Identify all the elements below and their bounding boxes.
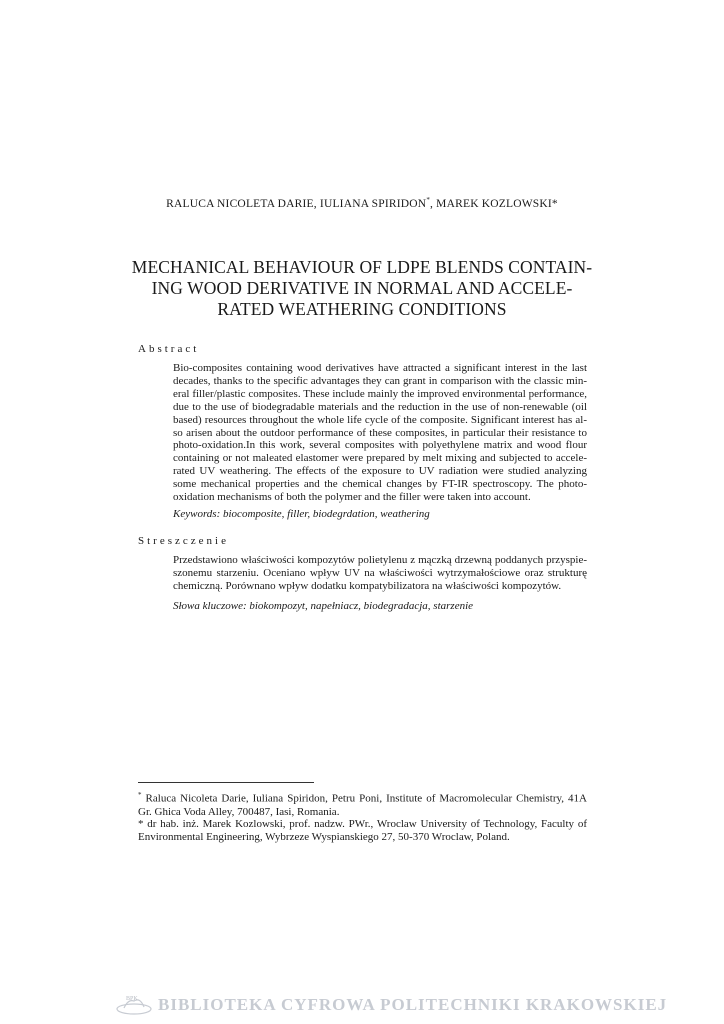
abstract-heading: Abstract (138, 343, 200, 355)
footnote-1-marker: * (138, 791, 142, 799)
streszczenie-line: chemiczną. Porównano wpływ dodatku kompatybilizatora na właściwości kompozytów. (173, 579, 562, 592)
author-line (0, 196, 724, 210)
title-line: RATED WEATHERING CONDITIONS (217, 299, 507, 319)
streszczenie-keywords: Słowa kluczowe: biokompozyt, napełniacz, biodegradacja, starzenie (173, 600, 474, 612)
footnote-1-line (138, 789, 587, 806)
abstract-line: due to the use of biodegradable materials and the reduction in the use of non-renewable (oil (173, 400, 587, 413)
abstract-line: so arisen about the outdoor performance of these composites, in particular their resistance to (173, 426, 587, 439)
watermark-text: BIBLIOTEKA CYFROWA POLITECHNIKI KRAKOWSKIEJ (158, 995, 668, 1014)
abstract-line: some mechanical properties and the chemical changes by FT-IR spectroscopy. The photo- (173, 478, 587, 491)
abstract-line: containing or not maleated elastomer were prepared by melt mixing and subjected to accele- (173, 452, 587, 465)
footnotes (138, 789, 587, 844)
library-watermark (114, 993, 668, 1017)
streszczenie-line: Przedstawiono właściwości kompozytów polietylenu z mączką drzewną poddanych przyspie- (173, 554, 587, 566)
abstract-line: decades, thanks to the specific advantages they can grant in comparison with the classic min- (173, 374, 587, 387)
abstract-body (173, 362, 587, 504)
footnote-1-text: Raluca Nicoleta Darie, Iuliana Spiridon, Petru Poni, Institute of Macromolecular Chemistry, 41A (145, 792, 588, 805)
title-line: ING WOOD DERIVATIVE IN NORMAL AND ACCELE- (151, 278, 573, 298)
abstract-line: based) resources throughout the whole life cycle of the composite. Significant interest has al- (173, 413, 587, 426)
abstract-line: eral filler/plastic composites. These include mainly the improved environmental performance, (173, 387, 587, 400)
authors-part-2: , MAREK KOZLOWSKI* (430, 197, 558, 210)
streszczenie-body (173, 554, 587, 593)
footnote-divider (138, 782, 314, 783)
abstract-line: rated UV weathering. The effects of the exposure to UV radiation were studied analyzing (173, 465, 587, 478)
streszczenie-heading: Streszczenie (138, 535, 229, 547)
footnote-2-line: * dr hab. inż. Marek Kozlowski, prof. nadzw. PWr., Wroclaw University of Technology, Faculty of (138, 818, 587, 831)
abstract-keywords: Keywords: biocomposite, filler, biodegrdation, weathering (173, 508, 430, 520)
paper-title (120, 257, 604, 320)
footnote-2-line: Environmental Engineering, Wybrzeze Wyspianskiego 27, 50-370 Wroclaw, Poland. (138, 831, 510, 844)
abstract-line: oxidation mechanisms of both the polymer and the filler were taken into account. (173, 491, 531, 504)
title-line: MECHANICAL BEHAVIOUR OF LDPE BLENDS CONTAIN- (131, 257, 593, 277)
authors-part-1: RALUCA NICOLETA DARIE, IULIANA SPIRIDON (166, 197, 427, 210)
abstract-line: Bio-composites containing wood derivatives have attracted a significant interest in the last (173, 362, 587, 374)
footnote-1-line: Gr. Ghica Voda Alley, 700487, Iasi, Romania. (138, 805, 340, 818)
author-footnote-marker: * (426, 196, 431, 204)
library-logo-text: BPK (126, 996, 138, 1002)
library-logo-icon (114, 993, 158, 1017)
streszczenie-line: szonemu starzeniu. Oceniano wpływ UV na właściwości wytrzymałościowe oraz strukturę (173, 566, 587, 579)
abstract-line: photo-oxidation.In this work, several composites with polyethylene matrix and wood flour (173, 439, 587, 452)
